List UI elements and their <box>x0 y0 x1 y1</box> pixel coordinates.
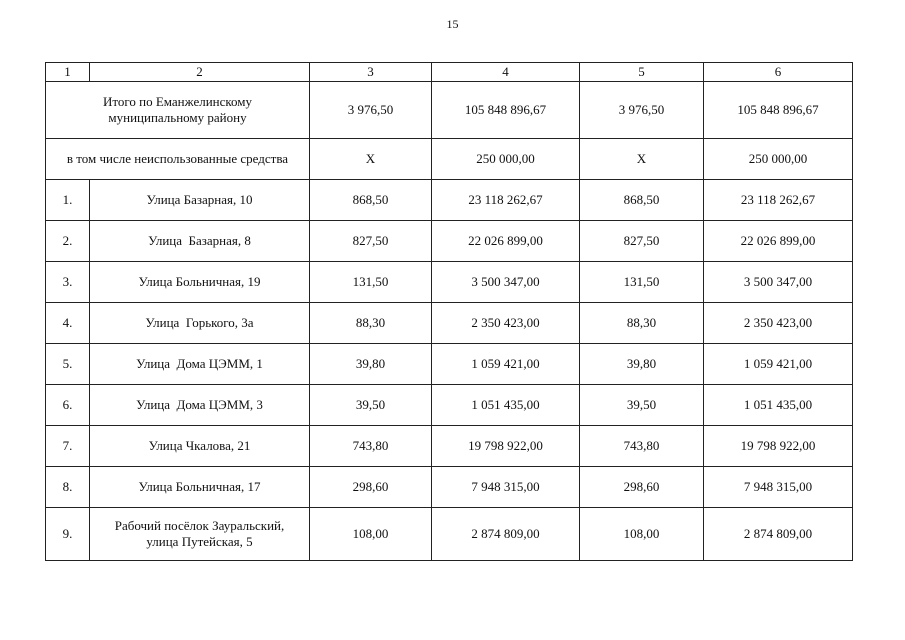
row-c6: 22 026 899,00 <box>704 221 853 262</box>
row-address: Улица Больничная, 17 <box>90 467 310 508</box>
row-c5: 88,30 <box>580 303 704 344</box>
row-c5: 868,50 <box>580 180 704 221</box>
data-table <box>45 62 853 561</box>
header-cell-5: 5 <box>580 63 704 82</box>
table-row <box>46 508 853 561</box>
row-c3: 298,60 <box>310 467 432 508</box>
row-number: 8. <box>46 467 90 508</box>
row-number: 9. <box>46 508 90 561</box>
table-row <box>46 180 853 221</box>
row-address <box>90 508 310 561</box>
header-cell-1: 1 <box>46 63 90 82</box>
row-address: Улица Дома ЦЭММ, 3 <box>90 385 310 426</box>
header-cell-3: 3 <box>310 63 432 82</box>
row-c5: 298,60 <box>580 467 704 508</box>
total-c3: 3 976,50 <box>310 82 432 139</box>
total-c6: 105 848 896,67 <box>704 82 853 139</box>
row-number: 5. <box>46 344 90 385</box>
row-c3: 88,30 <box>310 303 432 344</box>
total-row <box>46 82 853 139</box>
page-number: 15 <box>446 17 459 31</box>
header-cell-2: 2 <box>90 63 310 82</box>
row-c3: 39,50 <box>310 385 432 426</box>
total-label <box>46 82 310 139</box>
row-c3: 39,80 <box>310 344 432 385</box>
table-row <box>46 221 853 262</box>
row-c6: 1 051 435,00 <box>704 385 853 426</box>
row-number: 7. <box>46 426 90 467</box>
row-c5: 131,50 <box>580 262 704 303</box>
table-row <box>46 467 853 508</box>
row-c5: 827,50 <box>580 221 704 262</box>
table-row <box>46 344 853 385</box>
row-c5: 39,50 <box>580 385 704 426</box>
row-address-line2: улица Путейская, 5 <box>146 534 253 549</box>
total-label-line1: Итого по Еманжелинскому <box>102 94 253 109</box>
row-address: Улица Базарная, 10 <box>90 180 310 221</box>
row-address-line1: Рабочий посёлок Зауральский, <box>114 518 285 533</box>
header-row <box>46 63 853 82</box>
total-c5: 3 976,50 <box>580 82 704 139</box>
subtotal-c6: 250 000,00 <box>704 139 853 180</box>
subtotal-c4: 250 000,00 <box>432 139 580 180</box>
row-address: Улица Дома ЦЭММ, 1 <box>90 344 310 385</box>
subtotal-row <box>46 139 853 180</box>
row-c6: 3 500 347,00 <box>704 262 853 303</box>
row-c4: 22 026 899,00 <box>432 221 580 262</box>
row-c5: 743,80 <box>580 426 704 467</box>
row-c6: 2 350 423,00 <box>704 303 853 344</box>
row-c4: 2 874 809,00 <box>432 508 580 561</box>
table-row <box>46 385 853 426</box>
table-row <box>46 262 853 303</box>
row-address: Улица Базарная, 8 <box>90 221 310 262</box>
row-number: 4. <box>46 303 90 344</box>
row-c4: 2 350 423,00 <box>432 303 580 344</box>
row-c6: 2 874 809,00 <box>704 508 853 561</box>
row-c4: 3 500 347,00 <box>432 262 580 303</box>
row-c6: 19 798 922,00 <box>704 426 853 467</box>
header-cell-6: 6 <box>704 63 853 82</box>
row-c4: 19 798 922,00 <box>432 426 580 467</box>
row-c4: 23 118 262,67 <box>432 180 580 221</box>
row-c3: 868,50 <box>310 180 432 221</box>
row-c3: 131,50 <box>310 262 432 303</box>
row-c3: 827,50 <box>310 221 432 262</box>
row-address: Улица Больничная, 19 <box>90 262 310 303</box>
header-cell-4: 4 <box>432 63 580 82</box>
total-c4: 105 848 896,67 <box>432 82 580 139</box>
row-c4: 1 051 435,00 <box>432 385 580 426</box>
row-c6: 1 059 421,00 <box>704 344 853 385</box>
row-number: 2. <box>46 221 90 262</box>
subtotal-c3: Х <box>310 139 432 180</box>
row-c3: 743,80 <box>310 426 432 467</box>
row-number: 6. <box>46 385 90 426</box>
row-address: Улица Чкалова, 21 <box>90 426 310 467</box>
table-row <box>46 426 853 467</box>
row-number: 1. <box>46 180 90 221</box>
table-row <box>46 303 853 344</box>
total-label-line2: муниципальному району <box>108 110 247 125</box>
row-c6: 7 948 315,00 <box>704 467 853 508</box>
row-address: Улица Горького, 3а <box>90 303 310 344</box>
row-c4: 7 948 315,00 <box>432 467 580 508</box>
row-c5: 39,80 <box>580 344 704 385</box>
subtotal-c5: Х <box>580 139 704 180</box>
subtotal-label: в том числе неиспользованные средства <box>46 139 310 180</box>
row-c6: 23 118 262,67 <box>704 180 853 221</box>
row-c4: 1 059 421,00 <box>432 344 580 385</box>
row-c5: 108,00 <box>580 508 704 561</box>
row-number: 3. <box>46 262 90 303</box>
row-c3: 108,00 <box>310 508 432 561</box>
